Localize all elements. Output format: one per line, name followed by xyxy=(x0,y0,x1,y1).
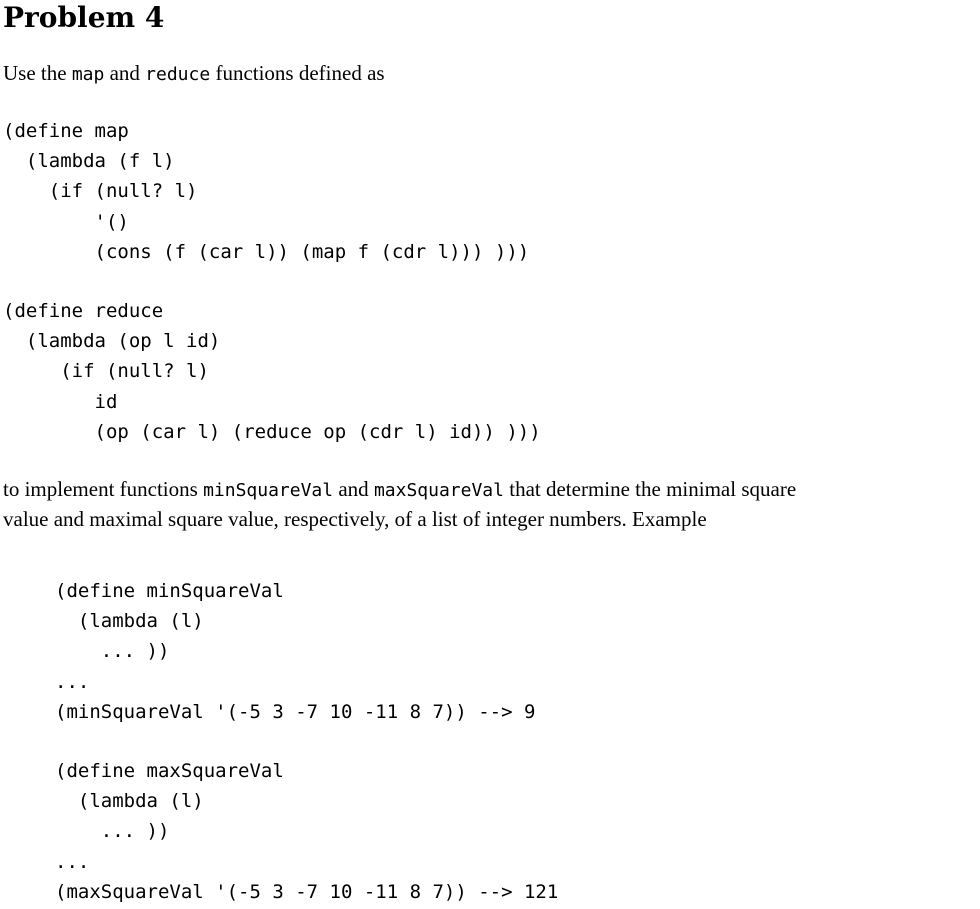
reduce-definition-code: (define reduce (lambda (op l id) (if (null? l) id (op (car l) (reduce op (cdr l) id)) ))) xyxy=(3,300,541,443)
intro-code-reduce: reduce xyxy=(145,64,211,85)
intro-suffix: functions defined as xyxy=(215,61,385,85)
task-line-1 xyxy=(3,474,796,506)
example-max-code: (define maxSquareVal (lambda (l) ... )) ... (maxSquareVal '(-5 3 -7 10 -11 8 7)) --> 121 xyxy=(55,760,559,903)
task-suffix: that determine the minimal square xyxy=(509,477,797,501)
task-code-max: maxSquareVal xyxy=(373,480,504,501)
intro-paragraph xyxy=(3,58,385,90)
map-definition-code: (define map (lambda (f l) (if (null? l) '() (cons (f (car l)) (map f (cdr l))) ))) xyxy=(3,120,530,263)
task-prefix: to implement functions xyxy=(3,477,198,501)
task-line-2: value and maximal square value, respectively, of a list of integer numbers. Example xyxy=(3,507,707,531)
task-code-min: minSquareVal xyxy=(203,480,334,501)
problem-title: Problem 4 xyxy=(3,1,165,34)
intro-code-map: map xyxy=(71,64,105,85)
example-min-code: (define minSquareVal (lambda (l) ... )) ... (minSquareVal '(-5 3 -7 10 -11 8 7)) --> 9 xyxy=(55,580,536,723)
task-mid: and xyxy=(338,477,369,501)
intro-prefix: Use the xyxy=(3,61,67,85)
intro-mid: and xyxy=(109,61,140,85)
